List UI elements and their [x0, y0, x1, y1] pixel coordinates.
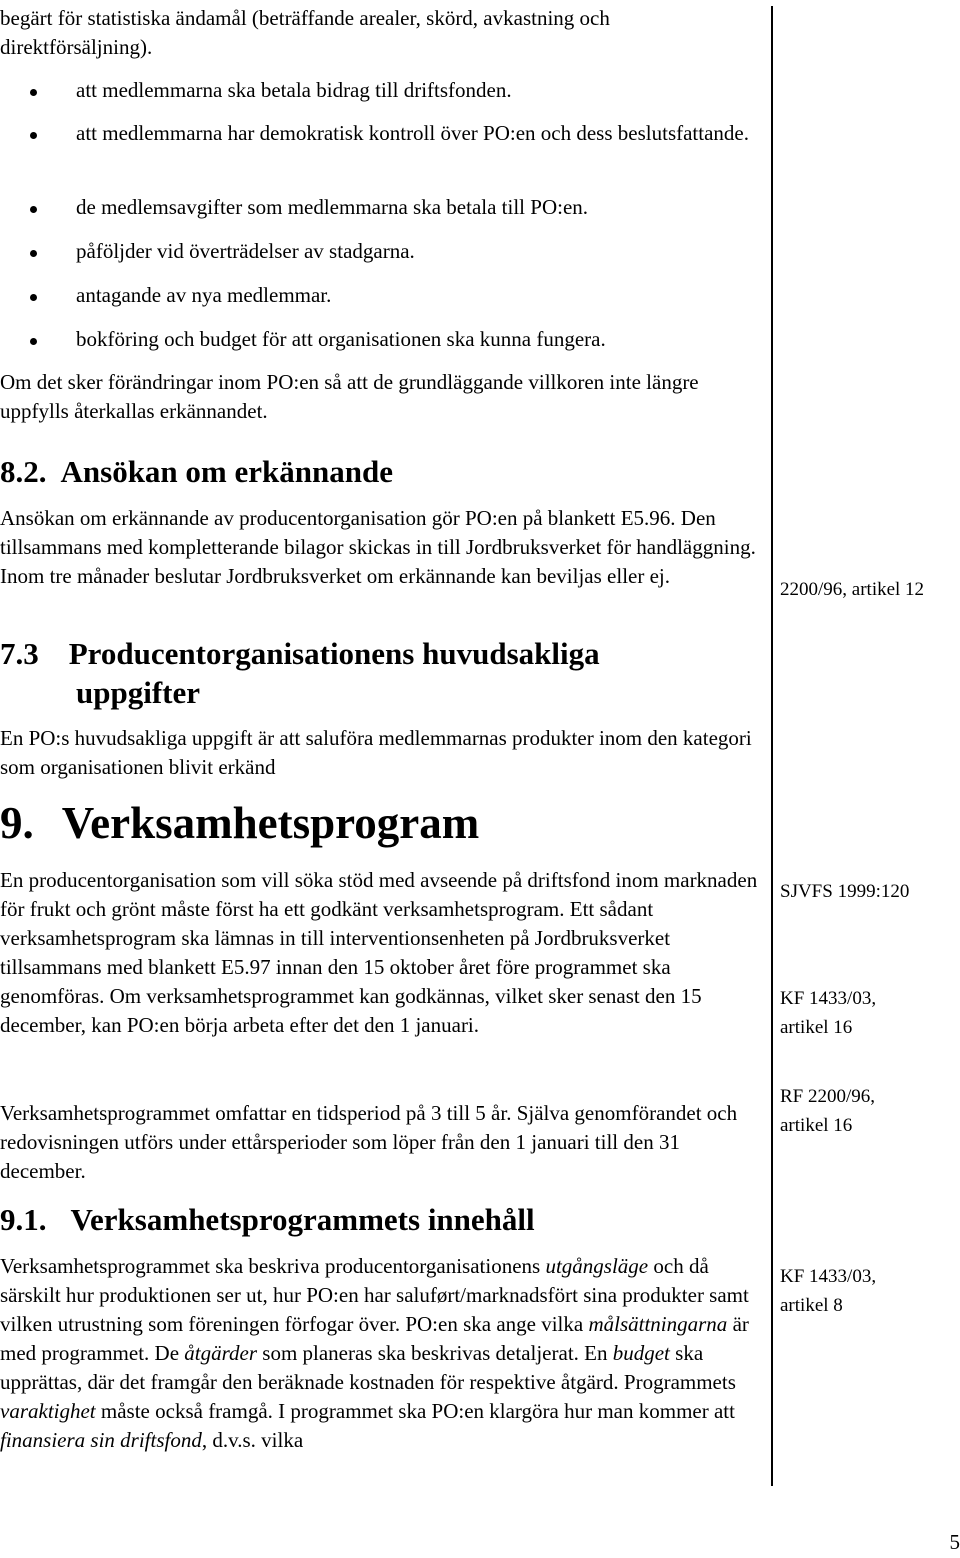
margin-ref-2200-96: 2200/96, artikel 12: [780, 579, 925, 600]
bullet-icon: [30, 132, 37, 139]
section-heading-7-3: 7.3 Producentorganisationens huvudsakliga: [0, 636, 600, 671]
margin-ref-sjvfs: SJVFS 1999:120: [780, 881, 910, 902]
margin-ref-kf-1433: KF 1433/03, artikel 16: [780, 988, 877, 1038]
section-heading-7-3-cont: uppgifter: [76, 675, 200, 710]
section-heading-9-1: 9.1. Verksamhetsprogrammets innehåll: [0, 1202, 535, 1237]
bullet-icon: [30, 250, 37, 257]
section-heading-8-2: 8.2. Ansökan om erkännande: [0, 454, 393, 489]
section-heading-9: 9. Verksamhetsprogram: [0, 798, 480, 848]
program-content-paragraph: Verksamhetsprogrammet ska beskriva producentorganisationens utgångsläge och då särskilt hur produktionen ser ut, hur PO:en har saluført/marknadsfört sina produkter samt vilken utrustning som föreningen förfogar över. PO:en ska ange vilka målsättningarna är med programmet. De åtgärder som planeras ska beskrivas detaljerat. En budget ska upprättas, där det framgår den beräknade kostnaden för respektive åtgärd. Programmets varaktighet måste också framgå. I programmet ska PO:en klargöra hur man kommer att finansiera sin driftsfond, d.v.s. vilka: [0, 1254, 749, 1452]
bullet-icon: [30, 338, 37, 345]
margin-divider-line: [771, 6, 773, 1486]
margin-ref-rf-2200: RF 2200/96, artikel 16: [780, 1086, 876, 1136]
revocation-paragraph: Om det sker förändringar inom PO:en så att de grundläggande villkoren inte längre uppfylls återkallas erkännandet.: [0, 370, 699, 423]
program-paragraph-2: Verksamhetsprogrammet omfattar en tidsperiod på 3 till 5 år. Själva genomförandet och redovisningen utförs under ettårsperioder som löper från den 1 januari till den 31 december.: [0, 1101, 738, 1183]
bullet-icon: [30, 89, 37, 96]
document-page: begärt för statistiska ändamål (beträffande arealer, skörd, avkastning och direktförsäljning). att medlemmarna ska betala bidrag till driftsfonden. att medlemmarna har demokratisk kontroll över PO:en och dess beslutsfattande. de medlemsavgifter som medlemmarna ska betala till PO:en. påföljder vid överträdelser av stadgarna. antagande av nya medlemmar. bokföring och budget för att organisationen ska kunna fungera. Om det sker förändringar inom PO:en så att de grundläggande villkoren inte längre uppfylls återkallas erkännandet. 8.2. Ansökan om erkännande Ansökan om erkännande av producentorganisation gör PO:en på blankett E5.96. Den tillsammans med kompletterande bilagor skickas in till Jordbruksverket för handläggning. Inom tre månader beslutar Jordbruksverket om erkännande kan beviljas eller ej. 7.3 Producentorganisationens huvudsakliga uppgifter En PO:s huvudsakliga uppgift är att saluföra medlemmarnas produkter inom den kategori som organisationen blivit erkänd 9. Verksamhetsprogram En producentorganisation som vill söka stöd med avseende på driftsfond inom marknaden för frukt och grönt måste först ha ett godkänt verksamhetsprogram. Ett sådant verksamhetsprogram ska lämnas in till interventionsenheten på Jordbruksverket tillsammans med blankett E5.97 innan den 15 oktober året före programmet ska genomföras. Om verksamhetsprogrammet kan godkännas, vilket sker senast den 15 december, kan PO:en börja arbeta efter det den 1 januari. Verksamhetsprogrammet omfattar en tidsperiod på 3 till 5 år. Själva genomförandet och redovisningen utförs under ettårsperioder som löper från den 1 januari till den 31 december. 9.1. Verksamhetsprogrammets innehåll Verksamhetsprogrammet ska beskriva producentorganisationens utgångsläge och då särskilt hur produktionen ser ut, hur PO:en har saluført/marknadsfört sina produkter samt vilken utrustning som föreningen förfogar över. PO:en ska ange vilka målsättningarna är med programmet. De åtgärder som planeras ska beskrivas detaljerat. En budget ska upprättas, där det framgår den beräknade kostnaden för respektive åtgärd. Programmets varaktighet måste också framgå. I programmet ska PO:en klargöra hur man kommer att finansiera sin driftsfond, d.v.s. vilka 2200/96, artikel 12 SJVFS 1999:120 KF 1433/03, artikel 16 RF 2200/96, artikel 16 KF 1433/03, artikel 8 5: [0, 0, 960, 1558]
margin-ref-kf-1433-art8: KF 1433/03, artikel 8: [780, 1266, 877, 1316]
bullet-icon: [30, 206, 37, 213]
bullet-icon: [30, 294, 37, 301]
continuation-text: begärt för statistiska ändamål (beträffande arealer, skörd, avkastning och direktförsäljning).: [0, 6, 610, 59]
program-paragraph-1: En producentorganisation som vill söka stöd med avseende på driftsfond inom marknaden för frukt och grönt måste först ha ett godkänt verksamhetsprogram. Ett sådant verksamhetsprogram ska lämnas in till interventionsenheten på Jordbruksverket tillsammans med blankett E5.97 innan den 15 oktober året före programmet ska genomföras. Om verksamhetsprogrammet kan godkännas, vilket sker senast den 15 december, kan PO:en börja arbeta efter det den 1 januari.: [0, 868, 758, 1037]
application-paragraph: Ansökan om erkännande av producentorganisation gör PO:en på blankett E5.96. Den tillsammans med kompletterande bilagor skickas in till Jordbruksverket för handläggning. Inom tre månader beslutar Jordbruksverket om erkännande kan beviljas eller ej.: [0, 506, 756, 588]
page-number: 5: [949, 1530, 960, 1554]
main-task-paragraph: En PO:s huvudsakliga uppgift är att saluföra medlemmarnas produkter inom den kategori som organisationen blivit erkänd: [0, 726, 752, 779]
